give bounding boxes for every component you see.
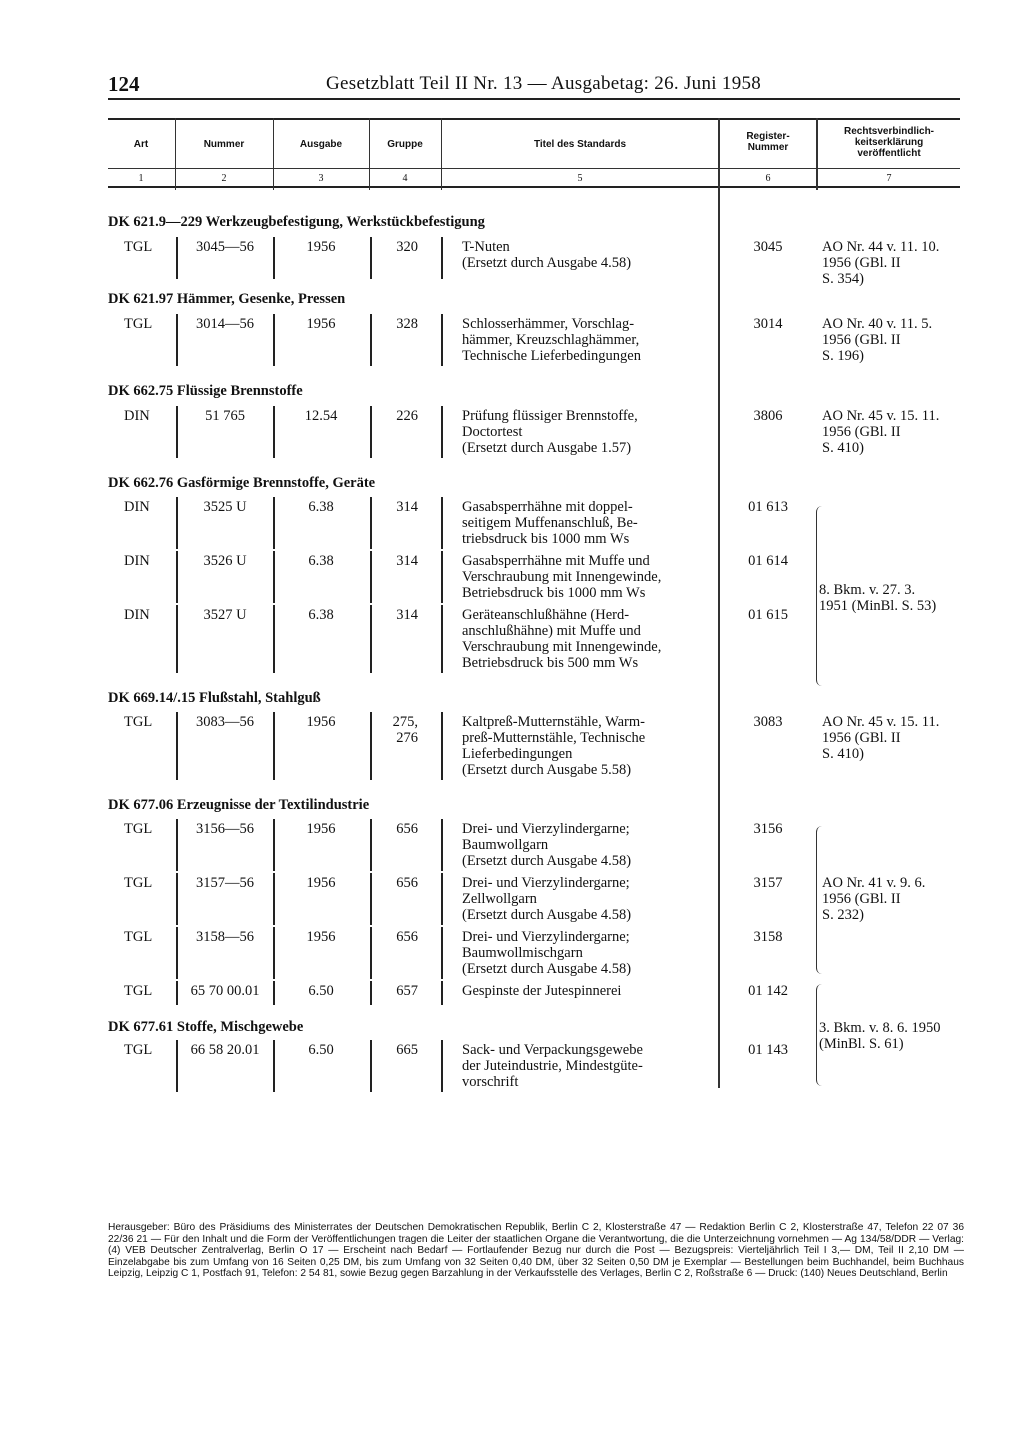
cell-titel: Gespinste der Jutespinnerei <box>462 983 622 999</box>
cell-gruppe: 314 <box>396 553 418 569</box>
row-divider <box>176 314 178 366</box>
section-title: DK 662.75 Flüssige Brennstoffe <box>108 383 303 399</box>
row-divider <box>370 406 372 458</box>
cell-art: DIN <box>124 607 150 623</box>
row-divider <box>441 497 443 549</box>
row-divider <box>370 712 372 780</box>
cell-ausgabe: 1956 <box>306 875 336 891</box>
cell-gruppe: 226 <box>396 408 418 424</box>
row-divider <box>273 712 275 780</box>
row-divider <box>176 1040 178 1092</box>
cell-rechtsverbindlichkeit: AO Nr. 40 v. 11. 5. 1956 (GBl. II S. 196) <box>822 316 933 364</box>
row-divider <box>273 981 275 1005</box>
cell-ausgabe: 1956 <box>306 821 336 837</box>
row-divider <box>176 927 178 979</box>
row-divider <box>273 927 275 979</box>
group-note: 8. Bkm. v. 27. 3. 1951 (MinBl. S. 53) <box>819 582 937 614</box>
row-divider <box>370 605 372 673</box>
cell-nummer: 65 70 00.01 <box>190 983 260 999</box>
row-divider <box>441 605 443 673</box>
cell-nummer: 3083—56 <box>196 714 254 730</box>
cell-ausgabe: 6.50 <box>308 1042 334 1058</box>
cell-ausgabe: 1956 <box>306 929 336 945</box>
row-divider <box>176 497 178 549</box>
col-number-6: 6 <box>765 173 771 184</box>
col-number-2: 2 <box>221 173 227 184</box>
cell-register: 3156 <box>753 821 783 837</box>
cell-register: 01 615 <box>748 607 788 623</box>
row-divider <box>441 981 443 1005</box>
cell-titel: Kaltpreß-Mutternstähle, Warm- preß-Mutternstähle, Technische Lieferbedingungen (Ersetzt durch Ausgabe 5.58) <box>462 714 646 778</box>
row-divider <box>441 406 443 458</box>
section-title: DK 621.9—229 Werkzeugbefestigung, Werkstückbefestigung <box>108 214 485 230</box>
cell-gruppe: 657 <box>396 983 418 999</box>
cell-art: TGL <box>124 1042 153 1058</box>
col-number-1: 1 <box>138 173 144 184</box>
header-divider <box>175 118 176 190</box>
cell-gruppe: 320 <box>396 239 418 255</box>
row-divider <box>273 314 275 366</box>
cell-gruppe: 656 <box>396 821 418 837</box>
row-divider <box>273 551 275 603</box>
cell-nummer: 3526 U <box>203 553 247 569</box>
cell-nummer: 3527 U <box>203 607 247 623</box>
row-divider <box>370 551 372 603</box>
cell-register: 01 613 <box>748 499 788 515</box>
row-divider <box>273 1040 275 1092</box>
col-number-5: 5 <box>577 173 583 184</box>
cell-ausgabe: 6.38 <box>308 553 334 569</box>
cell-art: DIN <box>124 553 150 569</box>
cell-register: 3806 <box>753 408 783 424</box>
brace-bracket <box>816 826 825 974</box>
cell-art: DIN <box>124 408 150 424</box>
row-divider <box>370 873 372 925</box>
column-divider-rv <box>816 118 818 190</box>
row-divider <box>176 237 178 279</box>
col-header-ausgabe: Ausgabe <box>299 139 343 150</box>
cell-gruppe: 665 <box>396 1042 418 1058</box>
cell-rechtsverbindlichkeit: AO Nr. 45 v. 15. 11. 1956 (GBl. II S. 410) <box>822 408 940 456</box>
cell-rechtsverbindlichkeit: AO Nr. 41 v. 9. 6. 1956 (GBl. II S. 232) <box>822 875 926 923</box>
page-number: 124 <box>108 72 140 96</box>
group-note: 3. Bkm. v. 8. 6. 1950 (MinBl. S. 61) <box>819 1020 941 1052</box>
cell-nummer: 3014—56 <box>196 316 254 332</box>
col-number-3: 3 <box>318 173 324 184</box>
section-title: DK 669.14/.15 Flußstahl, Stahlguß <box>108 690 321 706</box>
publisher-imprint: Herausgeber: Büro des Präsidiums des Ministerrates der Deutschen Demokratischen Republik, Berlin C 2, Klosterstraße 47 — Redaktion Berlin C 2, Klosterstraße 47, Telefon 22 07 36 22/36 21 — Für den Inhalt und die Form der Veröffentlichungen tragen die Leiter der staatlichen Organe die Verantwortung, die die Unterzeichnung vornehmen — Ag 134/58/DDR — Verlag: (4) VEB Deutscher Zentralverlag, Berlin O 17 — Erscheint nach Bedarf — Fortlaufender Bezug nur durch die Post — Bezugspreis: Vierteljährlich Teil I 3,— DM, Teil II 2,10 DM — Einzelabgabe bis zum Umfang von 16 Seiten 0,25 DM, bis zum Umfang von 32 Seiten 0,40 DM, über 32 Seiten 0,50 DM je Exemplar — Bestellungen beim Buchhandel, beim Buchhaus Leipzig, Leipzig C 1, Postfach 91, Telefon: 2 54 81, sowie Bezug gegen Barzahlung in der Verkaufsstelle des Verlages, Berlin C 2, Roßstraße 6 — Druck: (140) Neues Deutschland, Berlin <box>108 1222 964 1280</box>
col-header-gruppe: Gruppe <box>387 139 423 150</box>
header-divider <box>441 118 442 190</box>
cell-titel: Drei- und Vierzylindergarne; Zellwollgarn (Ersetzt durch Ausgabe 4.58) <box>462 875 632 923</box>
cell-art: TGL <box>124 239 153 255</box>
row-divider <box>370 314 372 366</box>
cell-register: 01 614 <box>748 553 788 569</box>
row-divider <box>370 981 372 1005</box>
cell-register: 3045 <box>753 239 783 255</box>
cell-nummer: 3158—56 <box>196 929 254 945</box>
section-title: DK 677.61 Stoffe, Mischgewebe <box>108 1019 304 1035</box>
cell-ausgabe: 1956 <box>306 239 336 255</box>
row-divider <box>370 237 372 279</box>
cell-gruppe: 275, 276 <box>392 714 418 746</box>
row-divider <box>273 873 275 925</box>
cell-ausgabe: 12.54 <box>304 408 338 424</box>
row-divider <box>441 1040 443 1092</box>
cell-art: TGL <box>124 821 153 837</box>
cell-register: 3083 <box>753 714 783 730</box>
row-divider <box>441 314 443 366</box>
col-header-register: Register- Nummer <box>746 131 790 153</box>
cell-art: TGL <box>124 316 153 332</box>
cell-nummer: 3156—56 <box>196 821 254 837</box>
col-header-art: Art <box>133 139 149 150</box>
row-divider <box>441 873 443 925</box>
row-divider <box>273 819 275 871</box>
section-title: DK 677.06 Erzeugnisse der Textilindustrie <box>108 797 370 813</box>
cell-register: 01 142 <box>748 983 788 999</box>
cell-titel: T-Nuten (Ersetzt durch Ausgabe 4.58) <box>462 239 632 271</box>
cell-nummer: 66 58 20.01 <box>190 1042 260 1058</box>
running-title: Gesetzblatt Teil II Nr. 13 — Ausgabetag: 26. Juni 1958 <box>326 73 762 94</box>
cell-titel: Schlosserhämmer, Vorschlag- hämmer, Kreuzschlaghämmer, Technische Lieferbedingungen <box>462 316 641 364</box>
cell-nummer: 51 765 <box>205 408 245 424</box>
cell-nummer: 3525 U <box>203 499 247 515</box>
cell-register: 3014 <box>753 316 783 332</box>
col-number-7: 7 <box>886 173 892 184</box>
cell-art: DIN <box>124 499 150 515</box>
row-divider <box>441 712 443 780</box>
cell-ausgabe: 6.38 <box>308 607 334 623</box>
cell-register: 3158 <box>753 929 783 945</box>
row-divider <box>176 981 178 1005</box>
cell-art: TGL <box>124 714 153 730</box>
row-divider <box>370 1040 372 1092</box>
cell-titel: Prüfung flüssiger Brennstoffe, Doctortest (Ersetzt durch Ausgabe 1.57) <box>462 408 638 456</box>
cell-ausgabe: 6.38 <box>308 499 334 515</box>
row-divider <box>176 712 178 780</box>
header-rule <box>108 98 960 100</box>
header-divider <box>369 118 370 190</box>
row-divider <box>441 819 443 871</box>
cell-gruppe: 656 <box>396 929 418 945</box>
cell-titel: Gasabsperrhähne mit Muffe und Verschraubung mit Innengewinde, Betriebsdruck bis 1000 mm Ws <box>462 553 662 601</box>
cell-ausgabe: 1956 <box>306 316 336 332</box>
row-divider <box>370 497 372 549</box>
row-divider <box>370 819 372 871</box>
row-divider <box>273 497 275 549</box>
row-divider <box>176 819 178 871</box>
section-title: DK 662.76 Gasförmige Brennstoffe, Geräte <box>108 475 376 491</box>
column-divider-register <box>718 118 720 1088</box>
cell-titel: Geräteanschlußhähne (Herd- anschlußhähne) mit Muffe und Verschraubung mit Innengewinde, Betriebsdruck bis 500 mm Ws <box>462 607 662 671</box>
section-title: DK 621.97 Hämmer, Gesenke, Pressen <box>108 291 346 307</box>
cell-rechtsverbindlichkeit: AO Nr. 45 v. 15. 11. 1956 (GBl. II S. 410) <box>822 714 940 762</box>
row-divider <box>176 551 178 603</box>
row-divider <box>441 237 443 279</box>
row-divider <box>273 605 275 673</box>
cell-gruppe: 328 <box>396 316 418 332</box>
cell-gruppe: 656 <box>396 875 418 891</box>
cell-gruppe: 314 <box>396 499 418 515</box>
cell-nummer: 3045—56 <box>196 239 254 255</box>
cell-art: TGL <box>124 983 153 999</box>
cell-register: 01 143 <box>748 1042 788 1058</box>
row-divider <box>370 927 372 979</box>
row-divider <box>441 927 443 979</box>
row-divider <box>176 406 178 458</box>
cell-ausgabe: 1956 <box>306 714 336 730</box>
col-header-titel: Titel des Standards <box>533 139 627 150</box>
row-divider <box>176 605 178 673</box>
row-divider <box>441 551 443 603</box>
cell-rechtsverbindlichkeit: AO Nr. 44 v. 11. 10. 1956 (GBl. II S. 354) <box>822 239 940 287</box>
cell-art: TGL <box>124 875 153 891</box>
col-header-nummer: Nummer <box>203 139 245 150</box>
cell-titel: Gasabsperrhähne mit doppel- seitigem Muffenanschluß, Be- triebsdruck bis 1000 mm Ws <box>462 499 638 547</box>
cell-titel: Sack- und Verpackungsgewebe der Juteindustrie, Mindestgüte- vorschrift <box>462 1042 643 1090</box>
cell-ausgabe: 6.50 <box>308 983 334 999</box>
cell-register: 3157 <box>753 875 783 891</box>
cell-nummer: 3157—56 <box>196 875 254 891</box>
row-divider <box>176 873 178 925</box>
col-number-4: 4 <box>402 173 408 184</box>
header-divider <box>273 118 274 190</box>
cell-gruppe: 314 <box>396 607 418 623</box>
cell-art: TGL <box>124 929 153 945</box>
row-divider <box>273 406 275 458</box>
col-header-rechtsverbindlichkeit: Rechtsverbindlich- keitserklärung veröffentlicht <box>843 126 935 159</box>
row-divider <box>273 237 275 279</box>
cell-titel: Drei- und Vierzylindergarne; Baumwollmischgarn (Ersetzt durch Ausgabe 4.58) <box>462 929 632 977</box>
cell-titel: Drei- und Vierzylindergarne; Baumwollgarn (Ersetzt durch Ausgabe 4.58) <box>462 821 632 869</box>
